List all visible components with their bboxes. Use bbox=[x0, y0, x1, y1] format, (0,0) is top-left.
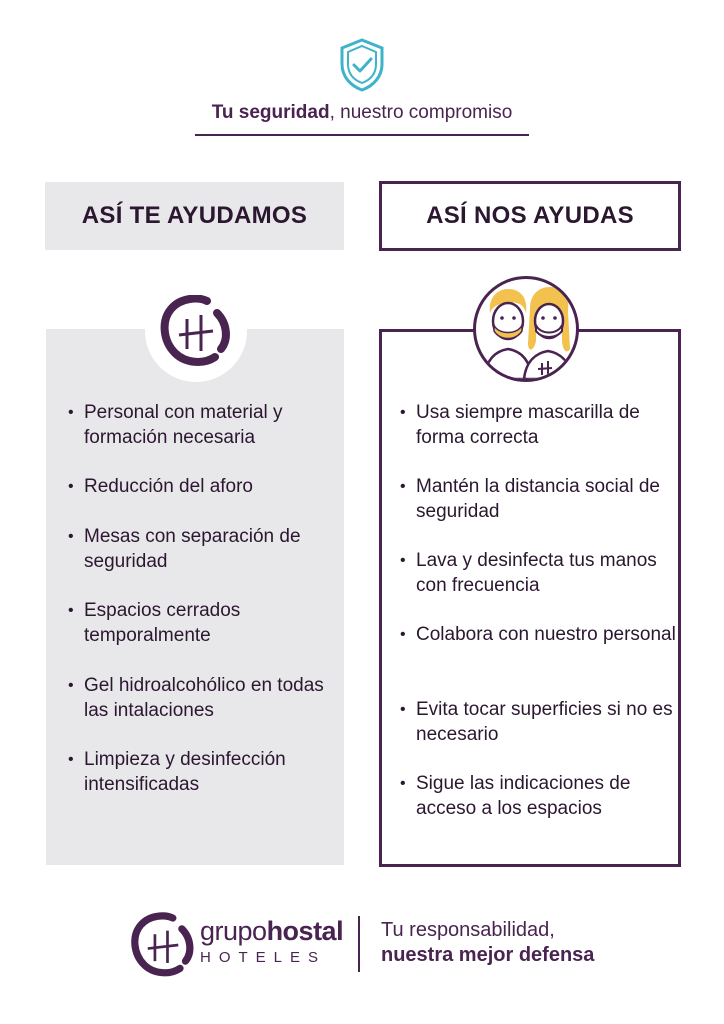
brand-name bbox=[200, 916, 343, 966]
shield-check-icon bbox=[339, 38, 385, 92]
list-item: • Evita tocar superficies si no es necesario bbox=[400, 697, 678, 747]
slogan bbox=[381, 918, 594, 968]
left-column-title: ASÍ TE AYUDAMOS bbox=[45, 182, 344, 250]
brand-subtitle: HOTELES bbox=[200, 949, 327, 966]
tagline bbox=[0, 102, 724, 124]
tagline-rest: , nuestro compromiso bbox=[329, 102, 513, 123]
slogan-line-1: Tu responsabilidad, bbox=[381, 919, 555, 941]
masked-people-icon bbox=[476, 279, 576, 379]
hostal-logo-icon bbox=[157, 295, 235, 367]
list-item: • Gel hidroalcohólico en todas las intalaciones bbox=[68, 673, 346, 723]
left-badge bbox=[145, 280, 247, 382]
list-item: • Limpieza y desinfección intensificadas bbox=[68, 747, 346, 797]
list-item: • Espacios cerrados temporalmente bbox=[68, 598, 346, 648]
right-badge bbox=[473, 276, 579, 382]
brand-bold: hostal bbox=[266, 916, 344, 946]
footer-divider bbox=[358, 916, 360, 972]
list-item: • Mantén la distancia social de seguridad bbox=[400, 474, 678, 524]
list-item: • Sigue las indicaciones de acceso a los espacios bbox=[400, 771, 678, 821]
list-item: • Mesas con separación de seguridad bbox=[68, 524, 346, 574]
list-item: • Reducción del aforo bbox=[68, 474, 346, 499]
list-item: • Lava y desinfecta tus manos con frecuencia bbox=[400, 548, 678, 598]
tagline-divider bbox=[195, 134, 529, 136]
list-item: • Usa siempre mascarilla de forma correcta bbox=[400, 400, 678, 450]
list-item: • Personal con material y formación necesaria bbox=[68, 400, 346, 450]
grupo-hostal-logo-icon bbox=[128, 912, 198, 978]
list-item: • Colabora con nuestro personal bbox=[400, 622, 678, 647]
brand-light: grupo bbox=[200, 916, 267, 946]
right-column-title: ASÍ NOS AYUDAS bbox=[379, 181, 681, 251]
slogan-line-2: nuestra mejor defensa bbox=[381, 944, 595, 966]
tagline-bold: Tu seguridad bbox=[211, 102, 330, 123]
